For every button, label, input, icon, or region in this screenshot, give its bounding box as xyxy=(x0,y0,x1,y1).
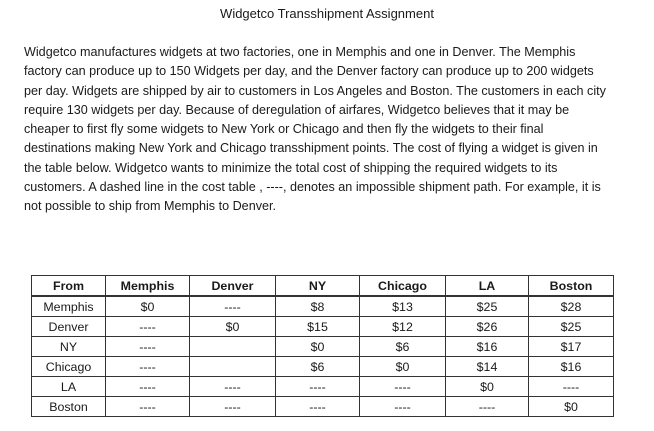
table-cell: $14 xyxy=(446,357,529,377)
row-label: Memphis xyxy=(32,296,106,317)
paragraph-line: factory can produce up to 150 Widgets per day, and the Denver factory can produce up to 200 widgets xyxy=(24,64,594,79)
paragraph-line: the table below. Widgetco wants to minimize the total cost of shipping the required widgets to its xyxy=(24,160,558,175)
column-header-boston: Boston xyxy=(529,276,614,297)
column-header-from: From xyxy=(32,276,106,297)
table-cell: $0 xyxy=(360,357,446,377)
paragraph-line: cheaper to first fly some widgets to New York or Chicago and then fly the widgets to their final xyxy=(24,122,544,137)
paragraph-line: require 130 widgets per day. Because of deregulation of airfares, Widgetco believes that it may be xyxy=(24,102,570,117)
document-title: Widgetco Transshipment Assignment xyxy=(220,6,434,21)
table-cell: ---- xyxy=(106,337,190,357)
table-row xyxy=(32,337,614,357)
table-cell: $15 xyxy=(276,317,360,337)
table-header-row xyxy=(32,276,614,297)
table-cell: $16 xyxy=(529,357,614,377)
row-label: LA xyxy=(32,377,106,397)
column-header-memphis: Memphis xyxy=(106,276,190,297)
table-cell: ---- xyxy=(106,317,190,337)
cost-table xyxy=(31,275,614,417)
table-cell: $25 xyxy=(446,296,529,317)
table-cell: ---- xyxy=(106,397,190,417)
row-label: Chicago xyxy=(32,357,106,377)
row-label: Denver xyxy=(32,317,106,337)
table-row xyxy=(32,317,614,337)
table-row xyxy=(32,296,614,317)
table-cell xyxy=(190,357,276,377)
table-cell: ---- xyxy=(106,377,190,397)
table-cell: ---- xyxy=(446,397,529,417)
table-cell: $12 xyxy=(360,317,446,337)
column-header-chicago: Chicago xyxy=(360,276,446,297)
table-cell: $8 xyxy=(276,296,360,317)
table-cell xyxy=(190,337,276,357)
table-cell: $16 xyxy=(446,337,529,357)
column-header-la: LA xyxy=(446,276,529,297)
table-cell: $28 xyxy=(529,296,614,317)
table-cell: ---- xyxy=(276,377,360,397)
paragraph-line: destinations making New York and Chicago transshipment points. The cost of flying a widget is given in xyxy=(24,141,598,156)
table-cell: $0 xyxy=(446,377,529,397)
table-cell: $6 xyxy=(360,337,446,357)
paragraph-line: per day. Widgets are shipped by air to customers in Los Angeles and Boston. The customers in each city xyxy=(24,83,606,98)
column-header-denver: Denver xyxy=(190,276,276,297)
table-cell: ---- xyxy=(360,377,446,397)
table-cell: ---- xyxy=(529,377,614,397)
table-cell: ---- xyxy=(190,397,276,417)
table-cell: $17 xyxy=(529,337,614,357)
table-cell: ---- xyxy=(276,397,360,417)
paragraph-line: Widgetco manufactures widgets at two factories, one in Memphis and one in Denver. The Memphis xyxy=(24,45,576,59)
table-cell: $0 xyxy=(106,296,190,317)
table-cell: $13 xyxy=(360,296,446,317)
table-cell: ---- xyxy=(360,397,446,417)
table-cell: $0 xyxy=(190,317,276,337)
table-cell: $25 xyxy=(529,317,614,337)
table-cell: $0 xyxy=(276,337,360,357)
row-label: Boston xyxy=(32,397,106,417)
paragraph-line: customers. A dashed line in the cost table , ----, denotes an impossible shipment path. For example, it is xyxy=(24,180,601,195)
paragraph-line: not possible to ship from Memphis to Denver. xyxy=(24,199,276,214)
table-cell: ---- xyxy=(190,296,276,317)
description-paragraph xyxy=(24,43,646,217)
table-row xyxy=(32,377,614,397)
table-row xyxy=(32,397,614,417)
table-cell: $0 xyxy=(529,397,614,417)
table-row xyxy=(32,357,614,377)
column-header-ny: NY xyxy=(276,276,360,297)
table-cell: ---- xyxy=(106,357,190,377)
row-label: NY xyxy=(32,337,106,357)
table-cell: $26 xyxy=(446,317,529,337)
table-cell: $6 xyxy=(276,357,360,377)
table-cell: ---- xyxy=(190,377,276,397)
